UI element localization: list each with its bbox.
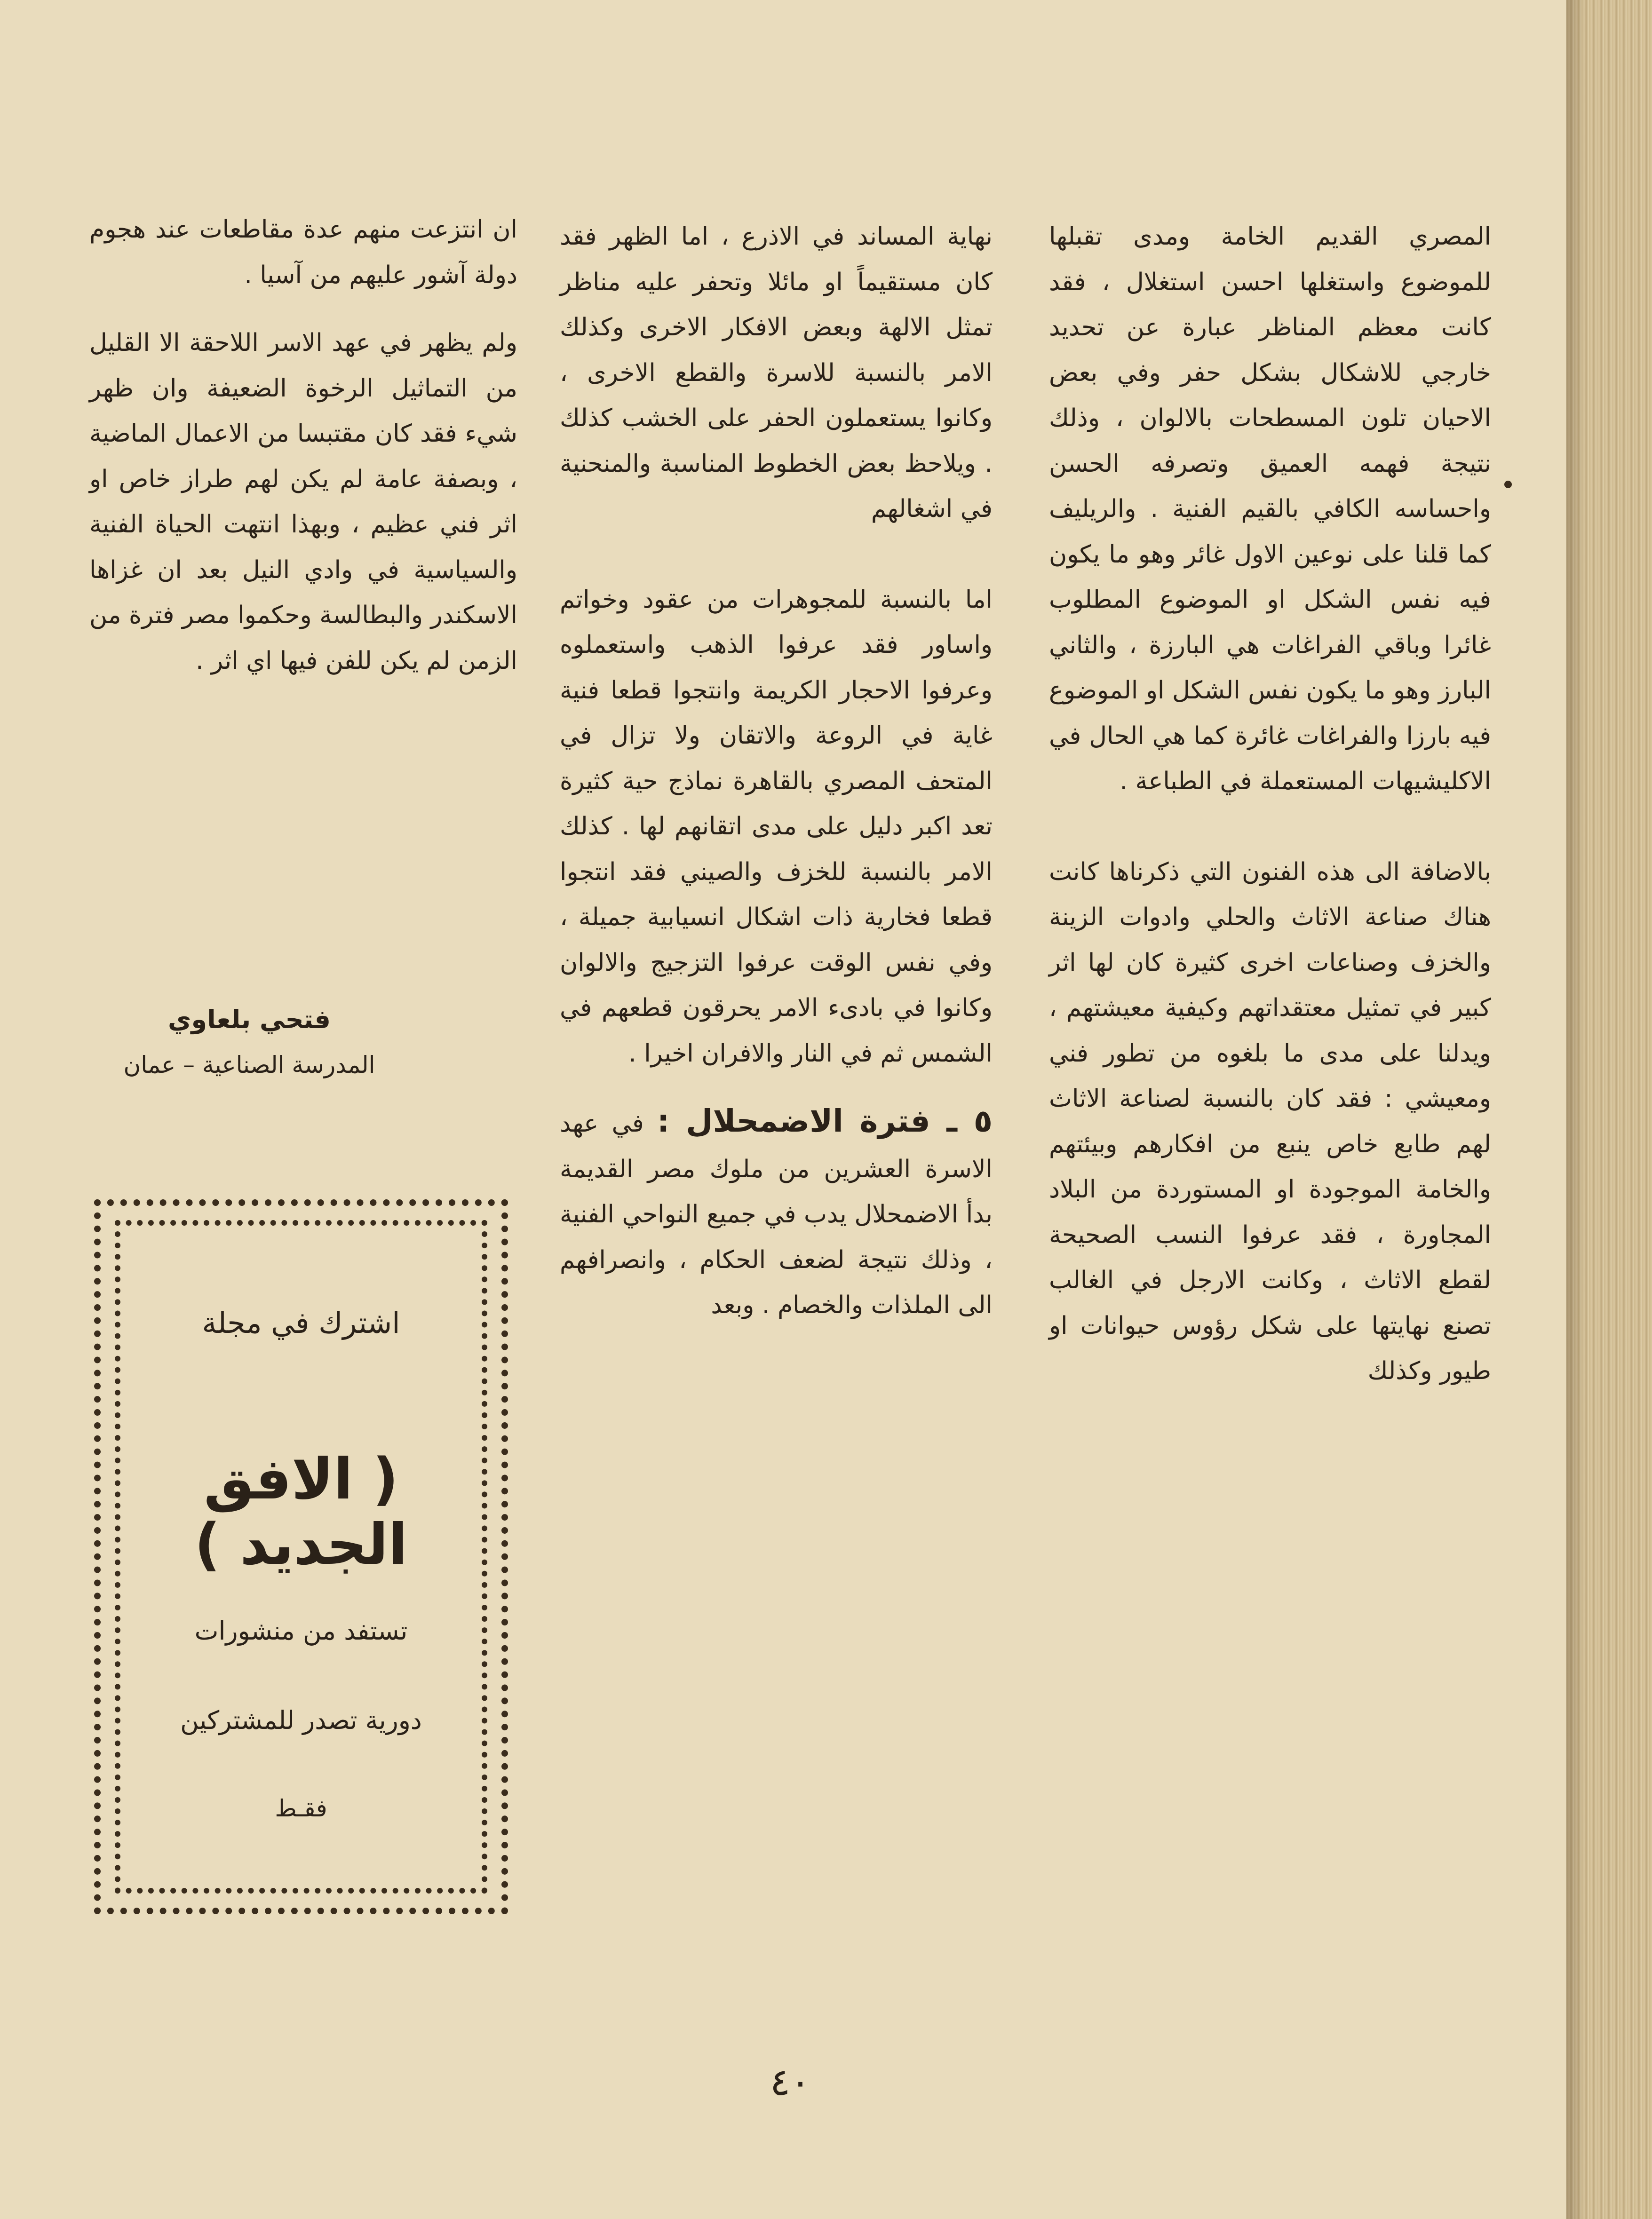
section-paragraph [560, 1099, 993, 1328]
section-text: في عهد الاسرة العشرين من ملوك مصر القديمة بدأ الاضمحلال يدب في جميع النواحي الفنية ، وذلك نتيجة لضعف الحكام ، وانصرافهم الى الملذات والخصام . وبعد [560, 1110, 993, 1319]
author-name: فتحي بلعاوي [168, 1005, 331, 1034]
subscription-ad-box [94, 1199, 508, 1914]
article-paragraph: ولم يظهر في عهد الاسر اللاحقة الا القليل من التماثيل الرخوة الضعيفة وان ظهر شيء فقد كان مقتبسا من الاعمال الماضية ، وبصفة عامة لم يكن لهم طراز خاص او اثر فني عظيم ، وبهذا انتهت الحياة الفنية والسياسية في وادي النيل بعد ان غزاها الاسكندر والبطالسة وحكموا مصر فترة من الزمن لم يكن للفن فيها اي اثر . [89, 329, 517, 675]
article-paragraph: ان انتزعت منهم عدة مقاطعات عند هجوم دولة آشور عليهم من آسيا . [89, 215, 517, 289]
ad-only-line: فقـط [275, 1795, 327, 1822]
article-column-left [89, 207, 517, 683]
ad-benefit-line: تستفد من منشورات [194, 1616, 408, 1646]
article-paragraph: المصري القديم الخامة ومدى تقبلها للموضوع واستغلها احسن استغلال ، فقد كانت معظم المناظر عبارة عن تحديد خارجي للاشكال بشكل حفر وفي بعض الاحيان تلون المسطحات بالالوان ، وذلك نتيجة فهمه العميق وتصرفه الحسن واحساسه الكافي بالقيم الفنية . والريليف كما قلنا على نوعين الاول غائر وهو ما يكون فيه نفس الشكل او الموضوع المطلوب غائرا وباقي الفراغات هي البارزة ، والثاني البارز وهو ما يكون نفس الشكل او الموضوع فيه بارزا والفراغات غائرة كما هي الحال في الاكليشيهات المستعملة في الطباعة . [1049, 222, 1491, 795]
article-paragraph: نهاية المساند في الاذرع ، اما الظهر فقد كان مستقيماً او مائلا وتحفر عليه مناظر تمثل الالهة وبعض الافكار الاخرى وكذلك الامر بالنسبة للاسرة والقطع الاخرى ، وكانوا يستعملون الحفر على الخشب كذلك . ويلاحظ بعض الخطوط المناسبة والمنحنية في اشغالهم [560, 222, 993, 523]
margin-dot-mark [1504, 481, 1512, 488]
article-paragraph: بالاضافة الى هذه الفنون التي ذكرناها كانت هناك صناعة الاثاث والحلي وادوات الزينة والخزف وصناعات اخرى كثيرة كان لها اثر كبير في تمثيل معتقداتهم وكيفية معيشتهم ، ويدلنا على مدى ما بلغوه من تطور فني ومعيشي : فقد كان بالنسبة لصناعة الاثاث لهم طابع خاص ينبع من افكارهم وبيئتهم والخامة الموجودة او المستوردة من البلاد المجاورة ، فقد عرفوا النسب الصحيحة لقطع الاثاث ، وكانت الارجل في الغالب تصنع نهايتها على شكل رؤوس حيوانات او طيور وكذلك [1049, 857, 1491, 1385]
article-signature [89, 997, 409, 1087]
article-paragraph: اما بالنسبة للمجوهرات من عقود وخواتم واساور فقد عرفوا الذهب واستعملوه وعرفوا الاحجار الكريمة وانتجوا قطعا فنية غاية في الروعة والاتقان ولا تزال في المتحف المصري بالقاهرة نماذج حية كثيرة تعد اكبر دليل على مدى اتقانهم لها . كذلك الامر بالنسبة للخزف والصيني فقد انتجوا قطعا فخارية ذات اشكال انسيابية جميلة ، وفي نفس الوقت عرفوا التزجيج والالوان وكانوا في بادىء الامر يحرقون قطعهم في الشمس ثم في النار والافران اخيرا . [560, 585, 993, 1068]
ad-subscribe-line: اشترك في مجلة [202, 1306, 400, 1340]
article-column-middle [560, 214, 993, 1328]
section-heading: ٥ ـ فترة الاضمحلال : [657, 1103, 993, 1139]
ad-inner-border [115, 1220, 487, 1894]
author-affiliation: المدرسة الصناعية – عمان [123, 1051, 375, 1078]
edge-shadow [1566, 0, 1585, 2219]
ad-magazine-title: ( الافق الجديد ) [194, 1447, 408, 1577]
ad-periodical-line: دورية تصدر للمشتركين [180, 1705, 422, 1735]
page-stack-edge [1566, 0, 1652, 2219]
article-column-right [1049, 214, 1491, 1394]
page-number: ٤٠ [770, 2060, 810, 2104]
